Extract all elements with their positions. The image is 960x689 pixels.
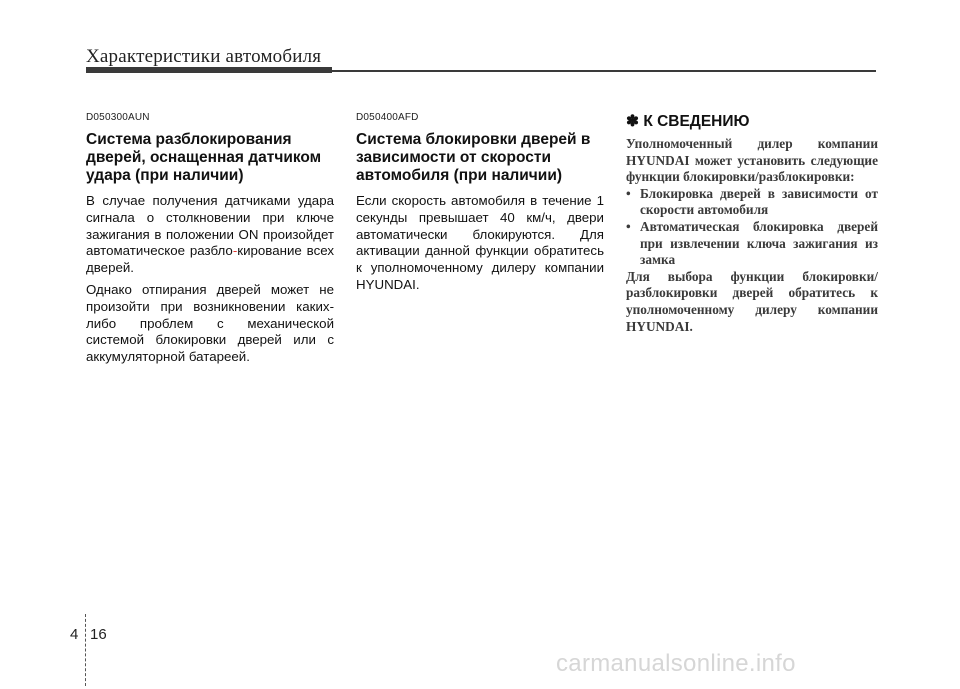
note-list-item: • Автоматическая блокировка дверей при извлечении ключа зажигания из замка [626,218,878,268]
section-code: D050300AUN [86,112,150,123]
section-title: Система блокировки дверей в зависимости от скорости автомобиля (при наличии) [356,131,591,184]
chapter-number: 4 [70,626,79,643]
section-paragraph: Если скорость автомобиля в течение 1 секунды превышает 40 км/ч, двери автоматически блокируются. Для активации данной функции обратитесь к уполномоченному дилеру компании HYUNDAI. [356,193,604,292]
section-code: D050400AFD [356,112,419,123]
section-title: Система разблокирования дверей, оснащенная датчиком удара (при наличии) [86,131,322,184]
note-heading-text: К СВЕДЕНИЮ [643,113,750,130]
header-rule-thick [86,67,332,73]
page-number-divider [85,614,86,686]
note-star-icon: ✽ [626,113,639,130]
hyphen-mark: - [232,243,238,259]
note-heading [626,112,878,131]
header-rule-thin [332,70,876,72]
note-outro: Для выбора функции блокировки/разблокировки дверей обратитесь к уполномоченному дилеру компании HYUNDAI. [626,268,878,334]
watermark: carmanualsonline.info [556,650,796,677]
column-shock-sensor-unlock [86,112,334,371]
bullet-icon: • [626,218,631,234]
note-list-item: • Блокировка дверей в зависимости от скорости автомобиля [626,185,878,218]
section-paragraph: В случае получения датчиками удара сигнала о столкновении при ключе зажигания в положении ON произойдет автоматическое разбло-кирование всех дверей. [86,193,334,276]
note-list [626,186,878,269]
note-intro: Уполномоченный дилер компании HYUNDAI может установить следующие функции блокировки/разблокировки: [626,136,878,185]
page-header-title: Характеристики автомобиля [86,46,322,67]
column-speed-lock [356,112,604,299]
bullet-icon: • [626,185,631,201]
page-number: 16 [90,626,107,643]
section-paragraph: Однако отпирания дверей может не произойти при возникновении каких-либо проблем с механической системой блокировки дверей или с аккумуляторной батареей. [86,281,334,365]
note-box [626,112,878,335]
